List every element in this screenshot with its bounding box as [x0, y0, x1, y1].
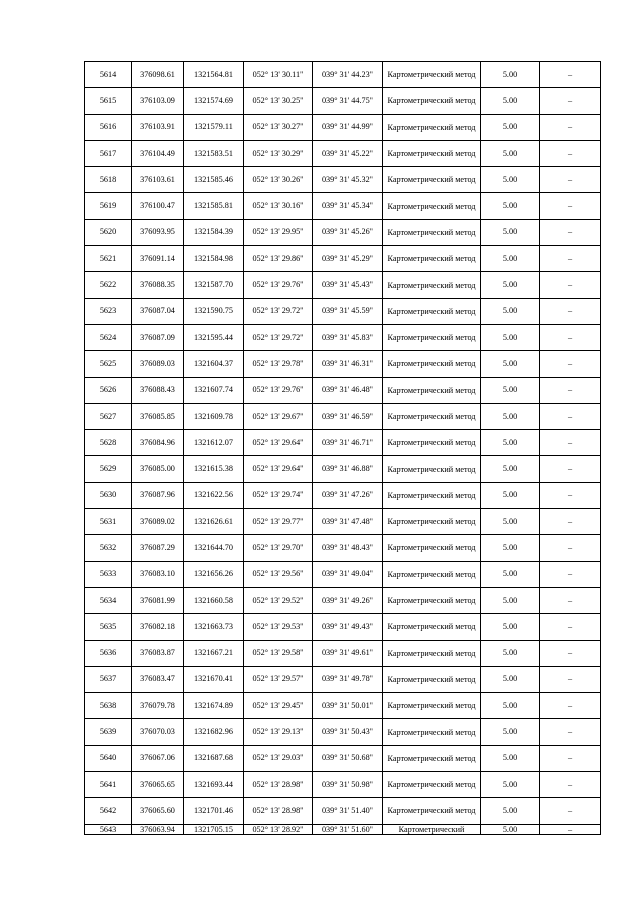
x-coordinate-cell: 376103.09: [132, 88, 184, 114]
accuracy-cell: 5.00: [481, 587, 540, 613]
point-number-cell: 5633: [85, 561, 132, 587]
method-cell: Картометрический метод: [383, 114, 481, 140]
latitude-cell: 052° 13' 30.26": [244, 167, 313, 193]
method-cell: Картометрический метод: [383, 88, 481, 114]
point-number-cell: 5636: [85, 640, 132, 666]
point-number-cell: 5634: [85, 587, 132, 613]
point-number-cell: 5638: [85, 693, 132, 719]
table-row: [85, 614, 601, 640]
point-number-cell: 5643: [85, 824, 132, 834]
method-cell: Картометрический метод: [383, 561, 481, 587]
note-cell: –: [540, 509, 601, 535]
method-cell: Картометрический метод: [383, 666, 481, 692]
longitude-cell: 039° 31' 47.48": [313, 509, 383, 535]
table-row: [85, 456, 601, 482]
latitude-cell: 052° 13' 29.76": [244, 377, 313, 403]
longitude-cell: 039° 31' 48.43": [313, 535, 383, 561]
point-number-cell: 5642: [85, 798, 132, 824]
y-coordinate-cell: 1321585.46: [184, 167, 244, 193]
accuracy-cell: 5.00: [481, 351, 540, 377]
y-coordinate-cell: 1321587.70: [184, 272, 244, 298]
x-coordinate-cell: 376067.06: [132, 745, 184, 771]
accuracy-cell: 5.00: [481, 666, 540, 692]
point-number-cell: 5629: [85, 456, 132, 482]
point-number-cell: 5624: [85, 324, 132, 350]
accuracy-cell: 5.00: [481, 640, 540, 666]
point-number-cell: 5625: [85, 351, 132, 377]
longitude-cell: 039° 31' 50.01": [313, 693, 383, 719]
point-number-cell: 5616: [85, 114, 132, 140]
method-cell: Картометрический метод: [383, 272, 481, 298]
method-cell: Картометрический метод: [383, 324, 481, 350]
x-coordinate-cell: 376100.47: [132, 193, 184, 219]
method-cell: Картометрический метод: [383, 167, 481, 193]
latitude-cell: 052° 13' 29.58": [244, 640, 313, 666]
method-cell: Картометрический метод: [383, 298, 481, 324]
y-coordinate-cell: 1321609.78: [184, 403, 244, 429]
point-number-cell: 5623: [85, 298, 132, 324]
longitude-cell: 039° 31' 44.23": [313, 62, 383, 88]
accuracy-cell: 5.00: [481, 167, 540, 193]
latitude-cell: 052° 13' 29.53": [244, 614, 313, 640]
y-coordinate-cell: 1321701.46: [184, 798, 244, 824]
method-cell: Картометрический метод: [383, 745, 481, 771]
method-cell: Картометрический метод: [383, 772, 481, 798]
x-coordinate-cell: 376083.47: [132, 666, 184, 692]
longitude-cell: 039° 31' 47.26": [313, 482, 383, 508]
table-row: [85, 561, 601, 587]
table-row: [85, 772, 601, 798]
x-coordinate-cell: 376091.14: [132, 246, 184, 272]
longitude-cell: 039° 31' 46.31": [313, 351, 383, 377]
x-coordinate-cell: 376087.04: [132, 298, 184, 324]
note-cell: –: [540, 482, 601, 508]
latitude-cell: 052° 13' 30.29": [244, 140, 313, 166]
note-cell: –: [540, 640, 601, 666]
x-coordinate-cell: 376087.29: [132, 535, 184, 561]
x-coordinate-cell: 376083.10: [132, 561, 184, 587]
accuracy-cell: 5.00: [481, 140, 540, 166]
table-row: [85, 298, 601, 324]
method-cell: Картометрический метод: [383, 351, 481, 377]
note-cell: –: [540, 719, 601, 745]
x-coordinate-cell: 376065.60: [132, 798, 184, 824]
longitude-cell: 039° 31' 44.99": [313, 114, 383, 140]
method-cell: Картометрический метод: [383, 798, 481, 824]
table-row: [85, 824, 601, 834]
accuracy-cell: 5.00: [481, 272, 540, 298]
accuracy-cell: 5.00: [481, 377, 540, 403]
accuracy-cell: 5.00: [481, 482, 540, 508]
latitude-cell: 052° 13' 29.95": [244, 219, 313, 245]
note-cell: –: [540, 561, 601, 587]
note-cell: –: [540, 693, 601, 719]
note-cell: –: [540, 430, 601, 456]
accuracy-cell: 5.00: [481, 745, 540, 771]
method-cell: Картометрический метод: [383, 430, 481, 456]
y-coordinate-cell: 1321583.51: [184, 140, 244, 166]
y-coordinate-cell: 1321584.39: [184, 219, 244, 245]
point-number-cell: 5640: [85, 745, 132, 771]
method-cell: Картометрический метод: [383, 535, 481, 561]
longitude-cell: 039° 31' 46.71": [313, 430, 383, 456]
table-row: [85, 509, 601, 535]
note-cell: –: [540, 587, 601, 613]
x-coordinate-cell: 376083.87: [132, 640, 184, 666]
note-cell: –: [540, 62, 601, 88]
latitude-cell: 052° 13' 29.70": [244, 535, 313, 561]
latitude-cell: 052° 13' 29.64": [244, 430, 313, 456]
y-coordinate-cell: 1321615.38: [184, 456, 244, 482]
method-cell: Картометрический: [383, 824, 481, 834]
latitude-cell: 052° 13' 29.72": [244, 324, 313, 350]
point-number-cell: 5637: [85, 666, 132, 692]
accuracy-cell: 5.00: [481, 403, 540, 429]
table-row: [85, 62, 601, 88]
note-cell: –: [540, 456, 601, 482]
accuracy-cell: 5.00: [481, 298, 540, 324]
point-number-cell: 5631: [85, 509, 132, 535]
point-number-cell: 5628: [85, 430, 132, 456]
accuracy-cell: 5.00: [481, 824, 540, 834]
accuracy-cell: 5.00: [481, 324, 540, 350]
note-cell: –: [540, 298, 601, 324]
method-cell: Картометрический метод: [383, 456, 481, 482]
method-cell: Картометрический метод: [383, 640, 481, 666]
note-cell: –: [540, 167, 601, 193]
longitude-cell: 039° 31' 49.61": [313, 640, 383, 666]
y-coordinate-cell: 1321584.98: [184, 246, 244, 272]
note-cell: –: [540, 614, 601, 640]
note-cell: –: [540, 772, 601, 798]
table-row: [85, 666, 601, 692]
note-cell: –: [540, 824, 601, 834]
table-row: [85, 693, 601, 719]
longitude-cell: 039° 31' 46.48": [313, 377, 383, 403]
x-coordinate-cell: 376088.35: [132, 272, 184, 298]
method-cell: Картометрический метод: [383, 719, 481, 745]
note-cell: –: [540, 219, 601, 245]
longitude-cell: 039° 31' 45.34": [313, 193, 383, 219]
x-coordinate-cell: 376087.09: [132, 324, 184, 350]
x-coordinate-cell: 376098.61: [132, 62, 184, 88]
accuracy-cell: 5.00: [481, 219, 540, 245]
longitude-cell: 039° 31' 50.68": [313, 745, 383, 771]
accuracy-cell: 5.00: [481, 535, 540, 561]
y-coordinate-cell: 1321682.96: [184, 719, 244, 745]
table-row: [85, 587, 601, 613]
longitude-cell: 039° 31' 46.88": [313, 456, 383, 482]
longitude-cell: 039° 31' 46.59": [313, 403, 383, 429]
x-coordinate-cell: 376063.94: [132, 824, 184, 834]
table-row: [85, 640, 601, 666]
method-cell: Картометрический метод: [383, 509, 481, 535]
latitude-cell: 052° 13' 30.11": [244, 62, 313, 88]
latitude-cell: 052° 13' 30.16": [244, 193, 313, 219]
point-number-cell: 5622: [85, 272, 132, 298]
table-row: [85, 719, 601, 745]
table-row: [85, 114, 601, 140]
table-row: [85, 324, 601, 350]
longitude-cell: 039° 31' 44.75": [313, 88, 383, 114]
x-coordinate-cell: 376085.00: [132, 456, 184, 482]
accuracy-cell: 5.00: [481, 246, 540, 272]
y-coordinate-cell: 1321644.70: [184, 535, 244, 561]
point-number-cell: 5630: [85, 482, 132, 508]
note-cell: –: [540, 246, 601, 272]
latitude-cell: 052° 13' 29.86": [244, 246, 313, 272]
method-cell: Картометрический метод: [383, 193, 481, 219]
longitude-cell: 039° 31' 50.43": [313, 719, 383, 745]
latitude-cell: 052° 13' 28.92": [244, 824, 313, 834]
latitude-cell: 052° 13' 29.56": [244, 561, 313, 587]
y-coordinate-cell: 1321564.81: [184, 62, 244, 88]
note-cell: –: [540, 535, 601, 561]
point-number-cell: 5615: [85, 88, 132, 114]
y-coordinate-cell: 1321667.21: [184, 640, 244, 666]
longitude-cell: 039° 31' 49.04": [313, 561, 383, 587]
latitude-cell: 052° 13' 30.25": [244, 88, 313, 114]
latitude-cell: 052° 13' 29.76": [244, 272, 313, 298]
latitude-cell: 052° 13' 29.67": [244, 403, 313, 429]
coordinates-table: [84, 61, 601, 835]
point-number-cell: 5635: [85, 614, 132, 640]
table-row: [85, 377, 601, 403]
x-coordinate-cell: 376070.03: [132, 719, 184, 745]
point-number-cell: 5639: [85, 719, 132, 745]
y-coordinate-cell: 1321607.74: [184, 377, 244, 403]
latitude-cell: 052° 13' 28.98": [244, 798, 313, 824]
y-coordinate-cell: 1321660.58: [184, 587, 244, 613]
longitude-cell: 039° 31' 49.78": [313, 666, 383, 692]
latitude-cell: 052° 13' 29.77": [244, 509, 313, 535]
latitude-cell: 052° 13' 29.52": [244, 587, 313, 613]
longitude-cell: 039° 31' 49.26": [313, 587, 383, 613]
accuracy-cell: 5.00: [481, 561, 540, 587]
longitude-cell: 039° 31' 45.83": [313, 324, 383, 350]
y-coordinate-cell: 1321622.56: [184, 482, 244, 508]
accuracy-cell: 5.00: [481, 193, 540, 219]
y-coordinate-cell: 1321705.15: [184, 824, 244, 834]
table-row: [85, 167, 601, 193]
method-cell: Картометрический метод: [383, 140, 481, 166]
method-cell: Картометрический метод: [383, 246, 481, 272]
note-cell: –: [540, 666, 601, 692]
table-row: [85, 140, 601, 166]
latitude-cell: 052° 13' 29.74": [244, 482, 313, 508]
method-cell: Картометрический метод: [383, 403, 481, 429]
x-coordinate-cell: 376103.91: [132, 114, 184, 140]
latitude-cell: 052° 13' 29.57": [244, 666, 313, 692]
point-number-cell: 5617: [85, 140, 132, 166]
note-cell: –: [540, 798, 601, 824]
table-row: [85, 482, 601, 508]
x-coordinate-cell: 376087.96: [132, 482, 184, 508]
y-coordinate-cell: 1321674.89: [184, 693, 244, 719]
note-cell: –: [540, 272, 601, 298]
accuracy-cell: 5.00: [481, 798, 540, 824]
method-cell: Картометрический метод: [383, 693, 481, 719]
note-cell: –: [540, 140, 601, 166]
longitude-cell: 039° 31' 45.29": [313, 246, 383, 272]
x-coordinate-cell: 376065.65: [132, 772, 184, 798]
latitude-cell: 052° 13' 29.72": [244, 298, 313, 324]
y-coordinate-cell: 1321693.44: [184, 772, 244, 798]
y-coordinate-cell: 1321585.81: [184, 193, 244, 219]
method-cell: Картометрический метод: [383, 614, 481, 640]
longitude-cell: 039° 31' 45.22": [313, 140, 383, 166]
x-coordinate-cell: 376093.95: [132, 219, 184, 245]
method-cell: Картометрический метод: [383, 587, 481, 613]
x-coordinate-cell: 376103.61: [132, 167, 184, 193]
accuracy-cell: 5.00: [481, 772, 540, 798]
y-coordinate-cell: 1321687.68: [184, 745, 244, 771]
accuracy-cell: 5.00: [481, 614, 540, 640]
y-coordinate-cell: 1321595.44: [184, 324, 244, 350]
x-coordinate-cell: 376089.03: [132, 351, 184, 377]
note-cell: –: [540, 324, 601, 350]
point-number-cell: 5641: [85, 772, 132, 798]
y-coordinate-cell: 1321626.61: [184, 509, 244, 535]
table-row: [85, 745, 601, 771]
x-coordinate-cell: 376089.02: [132, 509, 184, 535]
point-number-cell: 5621: [85, 246, 132, 272]
accuracy-cell: 5.00: [481, 456, 540, 482]
x-coordinate-cell: 376082.18: [132, 614, 184, 640]
method-cell: Картометрический метод: [383, 62, 481, 88]
longitude-cell: 039° 31' 49.43": [313, 614, 383, 640]
accuracy-cell: 5.00: [481, 430, 540, 456]
accuracy-cell: 5.00: [481, 693, 540, 719]
point-number-cell: 5632: [85, 535, 132, 561]
table-row: [85, 430, 601, 456]
y-coordinate-cell: 1321574.69: [184, 88, 244, 114]
y-coordinate-cell: 1321579.11: [184, 114, 244, 140]
latitude-cell: 052° 13' 29.45": [244, 693, 313, 719]
table-row: [85, 403, 601, 429]
latitude-cell: 052° 13' 29.13": [244, 719, 313, 745]
table-row: [85, 272, 601, 298]
accuracy-cell: 5.00: [481, 88, 540, 114]
y-coordinate-cell: 1321656.26: [184, 561, 244, 587]
point-number-cell: 5620: [85, 219, 132, 245]
note-cell: –: [540, 377, 601, 403]
longitude-cell: 039° 31' 45.32": [313, 167, 383, 193]
longitude-cell: 039° 31' 45.59": [313, 298, 383, 324]
longitude-cell: 039° 31' 45.26": [313, 219, 383, 245]
latitude-cell: 052° 13' 30.27": [244, 114, 313, 140]
y-coordinate-cell: 1321612.07: [184, 430, 244, 456]
latitude-cell: 052° 13' 28.98": [244, 772, 313, 798]
point-number-cell: 5626: [85, 377, 132, 403]
x-coordinate-cell: 376104.49: [132, 140, 184, 166]
longitude-cell: 039° 31' 45.43": [313, 272, 383, 298]
method-cell: Картометрический метод: [383, 219, 481, 245]
table-row: [85, 88, 601, 114]
y-coordinate-cell: 1321590.75: [184, 298, 244, 324]
x-coordinate-cell: 376085.85: [132, 403, 184, 429]
table-row: [85, 798, 601, 824]
y-coordinate-cell: 1321663.73: [184, 614, 244, 640]
point-number-cell: 5627: [85, 403, 132, 429]
accuracy-cell: 5.00: [481, 62, 540, 88]
method-cell: Картометрический метод: [383, 377, 481, 403]
note-cell: –: [540, 351, 601, 377]
y-coordinate-cell: 1321604.37: [184, 351, 244, 377]
point-number-cell: 5618: [85, 167, 132, 193]
table-row: [85, 535, 601, 561]
x-coordinate-cell: 376088.43: [132, 377, 184, 403]
table-row: [85, 193, 601, 219]
note-cell: –: [540, 193, 601, 219]
longitude-cell: 039° 31' 51.60": [313, 824, 383, 834]
note-cell: –: [540, 403, 601, 429]
method-cell: Картометрический метод: [383, 482, 481, 508]
accuracy-cell: 5.00: [481, 114, 540, 140]
note-cell: –: [540, 745, 601, 771]
x-coordinate-cell: 376081.99: [132, 587, 184, 613]
longitude-cell: 039° 31' 50.98": [313, 772, 383, 798]
latitude-cell: 052° 13' 29.03": [244, 745, 313, 771]
x-coordinate-cell: 376084.96: [132, 430, 184, 456]
accuracy-cell: 5.00: [481, 509, 540, 535]
latitude-cell: 052° 13' 29.64": [244, 456, 313, 482]
point-number-cell: 5614: [85, 62, 132, 88]
table-row: [85, 219, 601, 245]
table-body: [85, 62, 601, 835]
table-row: [85, 246, 601, 272]
note-cell: –: [540, 88, 601, 114]
longitude-cell: 039° 31' 51.40": [313, 798, 383, 824]
note-cell: –: [540, 114, 601, 140]
y-coordinate-cell: 1321670.41: [184, 666, 244, 692]
x-coordinate-cell: 376079.78: [132, 693, 184, 719]
accuracy-cell: 5.00: [481, 719, 540, 745]
point-number-cell: 5619: [85, 193, 132, 219]
table-row: [85, 351, 601, 377]
latitude-cell: 052° 13' 29.78": [244, 351, 313, 377]
